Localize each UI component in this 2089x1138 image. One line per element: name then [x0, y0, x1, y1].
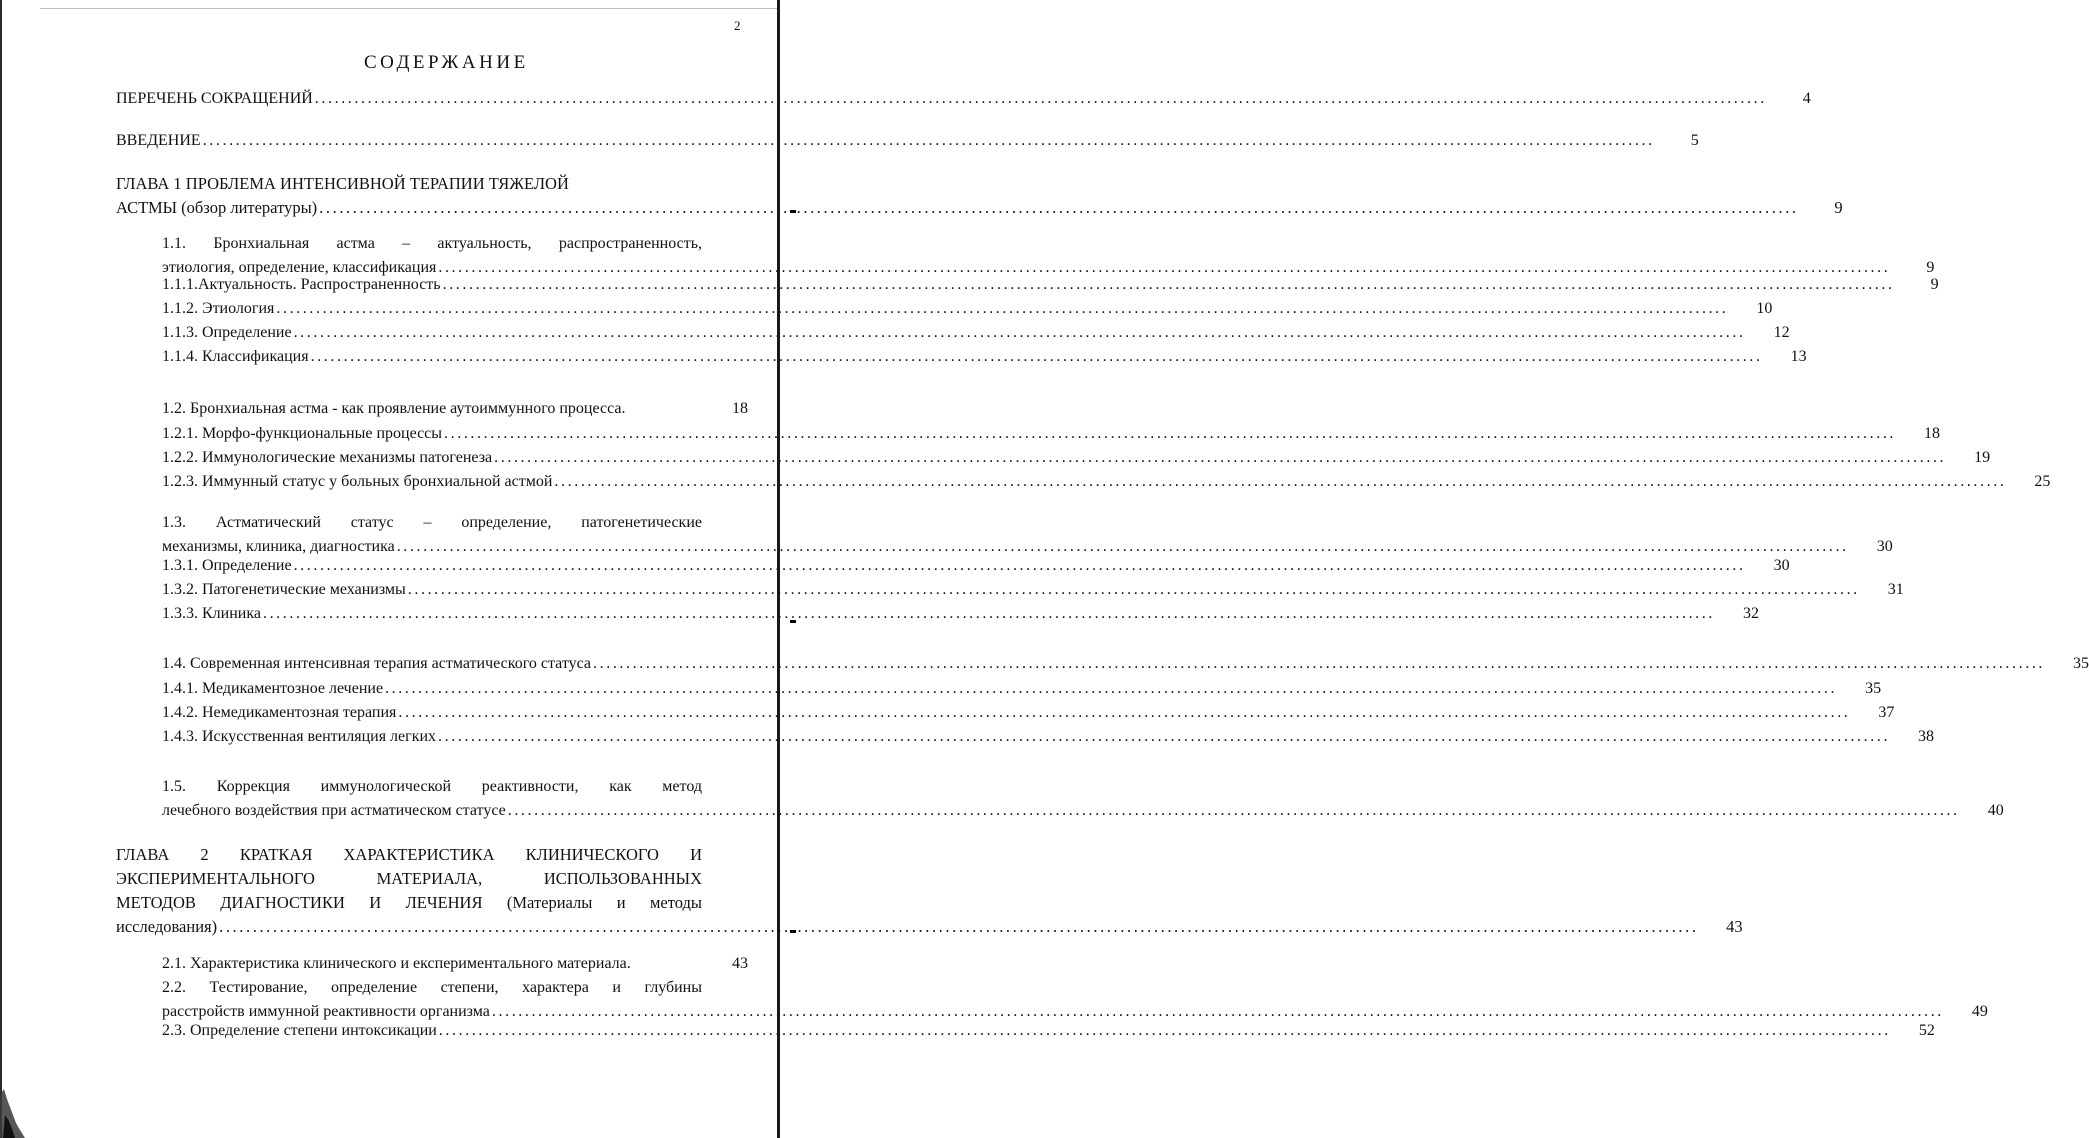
toc-page-number: 4	[1802, 90, 1811, 107]
leader-dots: ............................................................................................................................................................................................................................	[407, 581, 1860, 598]
leader-dots: ............................................................................................................................................................................................................................	[262, 605, 1715, 622]
toc-subsection-list-1-4	[162, 677, 1935, 749]
toc-subsection[interactable]	[162, 345, 1807, 369]
toc-page-number: 5	[1690, 132, 1699, 149]
toc-entry-text: 1.1.1.Актуальность. Распространенность	[162, 276, 441, 293]
toc-entry-text: лечебного воздействия при астматическом статусе	[162, 802, 506, 819]
toc-section-2-1[interactable]	[162, 952, 748, 976]
toc-subsection[interactable]	[162, 273, 1939, 297]
toc-section-2-2[interactable]	[162, 976, 1988, 1024]
leader-dots: ............................................................................................................................................................................................................................	[202, 132, 1655, 149]
toc-entry-text: 1.2.3. Иммунный статус у больных бронхиальной астмой	[162, 473, 553, 490]
page-number: 2	[734, 18, 741, 33]
page-title: СОДЕРЖАНИЕ	[364, 52, 529, 73]
toc-entry-text: 1.3.2. Патогенетические механизмы	[162, 581, 406, 598]
toc-page-number: 49	[1971, 1003, 1988, 1020]
leader-dots: ............................................................................................................................................................................................................................	[276, 300, 1729, 317]
toc-subsection-list-1-3	[162, 554, 1904, 626]
leader-dots: ............................................................................................................................................................................................................................	[310, 348, 1763, 365]
toc-subsection[interactable]	[162, 554, 1790, 578]
toc-entry-text: этиология, определение, классификация	[162, 259, 437, 276]
toc-entry-introduction[interactable]	[116, 129, 1699, 153]
toc-section-1-3[interactable]	[162, 511, 1893, 559]
toc-subsection[interactable]	[162, 725, 1935, 749]
leader-dots: ............................................................................................................................................................................................................................	[491, 1003, 1944, 1020]
toc-entry-text: ВВЕДЕНИЕ	[116, 132, 201, 149]
toc-entry-text: 1.1.2. Этиология	[162, 300, 275, 317]
toc-page-number: 35	[1865, 680, 1882, 697]
toc-entry-text: исследования)	[116, 917, 218, 936]
toc-entry-text: 1.2.1. Морфо-функциональные процессы	[162, 425, 443, 442]
toc-page-number: 30	[1773, 557, 1790, 574]
toc-subsection-list-1-2	[162, 422, 2051, 494]
toc-entry-text: 1.5. Коррекция иммунологической реактивности, как метод	[162, 778, 702, 795]
toc-page-number: 12	[1773, 324, 1790, 341]
toc-entry-text: 1.2.2. Иммунологические механизмы патогенеза	[162, 449, 493, 466]
toc-subsection[interactable]	[162, 422, 1941, 446]
toc-entry-text: ГЛАВА 2 КРАТКАЯ ХАРАКТЕРИСТИКА КЛИНИЧЕСКОГО И	[116, 845, 702, 864]
toc-page-number: 10	[1756, 300, 1773, 317]
toc-page-number: 13	[1790, 348, 1807, 365]
leader-dots: ............................................................................................................................................................................................................................	[385, 680, 1838, 697]
leader-dots: ............................................................................................................................................................................................................................	[314, 90, 1767, 107]
toc-page-number: 30	[1876, 538, 1893, 555]
toc-entry-text: 1.2. Бронхиальная астма - как проявление аутоиммунного процесса.	[162, 400, 626, 417]
toc-page-number: 9	[1926, 259, 1935, 276]
toc-page-number: 35	[2073, 655, 2089, 672]
toc-page-number: 32	[1742, 605, 1759, 622]
toc-entry-text: расстройств иммунной реактивности организма	[162, 1003, 490, 1020]
toc-entry-text: 1.3.3. Клиника	[162, 605, 261, 622]
toc-section-1-4[interactable]	[162, 652, 2089, 676]
toc-subsection[interactable]	[162, 321, 1790, 345]
toc-entry-text: 1.3. Астматический статус – определение, патогенетические	[162, 514, 702, 531]
toc-chapter-1[interactable]	[116, 172, 1843, 220]
toc-entry-text: 1.4.3. Искусственная вентиляция легких	[162, 728, 437, 745]
toc-entry-text: 1.1.4. Классификация	[162, 348, 309, 365]
toc-page-number: 38	[1918, 728, 1935, 745]
toc-entry-text: 1.4.2. Немедикаментозная терапия	[162, 704, 397, 721]
toc-section-2-3[interactable]	[162, 1019, 1935, 1043]
toc-entry-text: 1.4.1. Медикаментозное лечение	[162, 680, 384, 697]
toc-entry-text: 1.4. Современная интенсивная терапия астматического статуса	[162, 655, 592, 672]
toc-page-number: 40	[1987, 802, 2004, 819]
toc-entry-text: 1.1. Бронхиальная астма – актуальность, распространенность,	[162, 235, 702, 252]
toc-subsection[interactable]	[162, 701, 1895, 725]
toc-entry-text: 1.1.3. Определение	[162, 324, 292, 341]
toc-subsection[interactable]	[162, 602, 1759, 626]
scan-edge-top	[40, 8, 778, 9]
scan-artifact	[0, 1085, 30, 1138]
toc-subsection[interactable]	[162, 297, 1773, 321]
toc-page-number: 9	[1834, 198, 1843, 217]
leader-dots: ............................................................................................................................................................................................................................	[293, 557, 1746, 574]
toc-chapter-2[interactable]	[116, 843, 1743, 939]
toc-subsection[interactable]	[162, 578, 1904, 602]
scan-edge-left	[0, 0, 2, 1138]
toc-subsection[interactable]	[162, 470, 2051, 494]
toc-subsection-list-1-1	[162, 273, 1939, 369]
leader-dots: ............................................................................................................................................................................................................................	[444, 425, 1897, 442]
toc-entry-text: МЕТОДОВ ДИАГНОСТИКИ И ЛЕЧЕНИЯ (Материалы и методы	[116, 893, 702, 912]
leader-dots: ............................................................................................................................................................................................................................	[438, 728, 1891, 745]
toc-entry-abbreviations[interactable]	[116, 87, 1811, 111]
toc-entry-text: 2.1. Характеристика клинического и експериментального материала.	[162, 955, 631, 972]
leader-dots: ............................................................................................................................................................................................................................	[438, 1022, 1891, 1039]
toc-entry-text: механизмы, клиника, диагностика	[162, 538, 395, 555]
toc-entry-text: АСТМЫ (обзор литературы)	[116, 198, 318, 217]
leader-dots: ............................................................................................................................................................................................................................	[398, 704, 1851, 721]
toc-entry-text: ЭКСПЕРИМЕНТАЛЬНОГО МАТЕРИАЛА, ИСПОЛЬЗОВАННЫХ	[116, 869, 702, 888]
toc-entry-text: 1.3.1. Определение	[162, 557, 292, 574]
leader-dots: ............................................................................................................................................................................................................................	[219, 917, 1699, 936]
toc-page-number: 43	[732, 955, 748, 972]
toc-page-number: 37	[1878, 704, 1895, 721]
toc-page-number: 43	[1726, 917, 1743, 936]
toc-entry-text: ГЛАВА 1 ПРОБЛЕМА ИНТЕНСИВНОЙ ТЕРАПИИ ТЯЖЕЛОЙ	[116, 174, 569, 193]
toc-section-1-5[interactable]	[162, 775, 2004, 823]
toc-subsection[interactable]	[162, 677, 1882, 701]
toc-page-number: 19	[1974, 449, 1991, 466]
leader-dots: ............................................................................................................................................................................................................................	[442, 276, 1895, 293]
toc-entry-text: 2.3. Определение степени интоксикации	[162, 1022, 437, 1039]
toc-page-number: 18	[1924, 425, 1941, 442]
toc-subsection[interactable]	[162, 446, 1991, 470]
toc-page-number: 52	[1918, 1022, 1935, 1039]
toc-entry-text: ПЕРЕЧЕНЬ СОКРАЩЕНИЙ	[116, 90, 313, 107]
leader-dots: ............................................................................................................................................................................................................................	[396, 538, 1849, 555]
leader-dots: ............................................................................................................................................................................................................................	[554, 473, 2007, 490]
leader-dots: ............................................................................................................................................................................................................................	[319, 198, 1799, 217]
leader-dots: ............................................................................................................................................................................................................................	[507, 802, 1960, 819]
toc-page-number: 9	[1930, 276, 1939, 293]
toc-page-number: 31	[1887, 581, 1904, 598]
leader-dots: ............................................................................................................................................................................................................................	[494, 449, 1947, 466]
leader-dots: ............................................................................................................................................................................................................................	[438, 259, 1891, 276]
toc-section-1-2[interactable]	[162, 397, 748, 421]
leader-dots: ............................................................................................................................................................................................................................	[293, 324, 1746, 341]
toc-page-number: 25	[2034, 473, 2051, 490]
toc-page-number: 18	[732, 400, 748, 417]
leader-dots: ............................................................................................................................................................................................................................	[593, 655, 2046, 672]
toc-entry-text: 2.2. Тестирование, определение степени, характера и глубины	[162, 979, 702, 996]
